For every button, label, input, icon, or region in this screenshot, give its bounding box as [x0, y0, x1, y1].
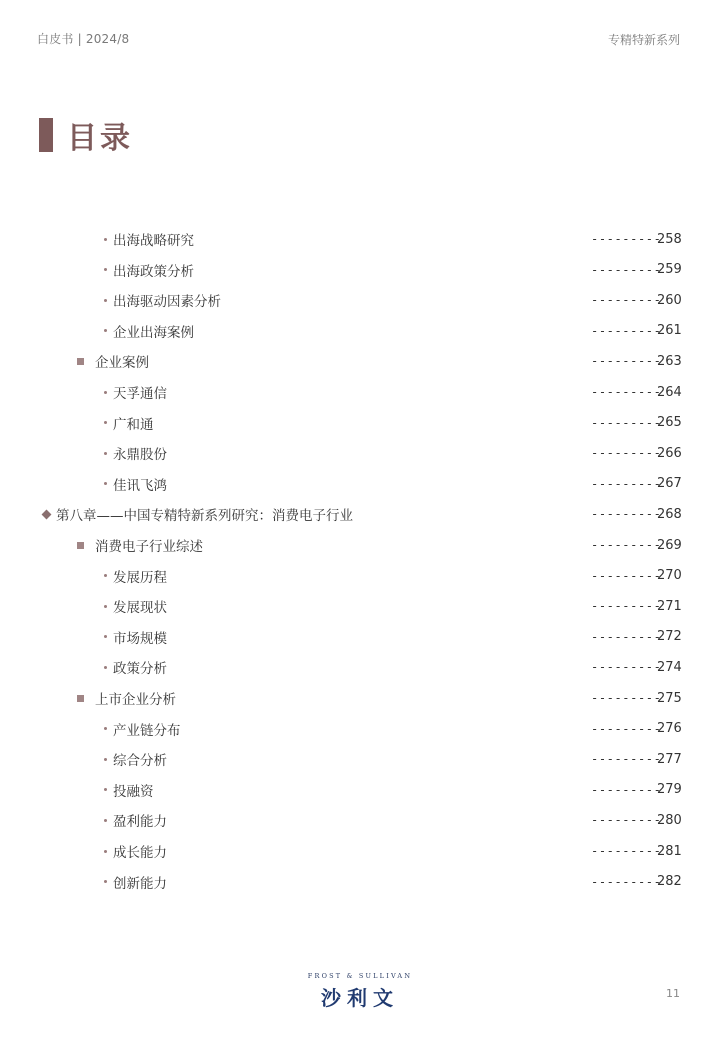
toc-entry[interactable] — [0, 805, 720, 835]
toc-entry-label-group — [104, 810, 167, 830]
toc-leader-dashes: --------- — [591, 232, 662, 246]
toc-entry-label: 出海战略研究 — [113, 233, 194, 249]
toc-entry[interactable] — [0, 469, 720, 499]
toc-entry-label-group — [104, 382, 167, 402]
toc-leader-dashes: --------- — [591, 691, 662, 705]
toc-entry-page: 271 — [657, 598, 682, 614]
toc-leader-dashes: --------- — [591, 262, 662, 277]
toc-entry-page: 258 — [657, 231, 682, 247]
page-number: 11 — [666, 987, 680, 1000]
toc-entry-label-group — [104, 566, 167, 586]
toc-entry-label-group — [40, 504, 353, 524]
toc-leader-dashes: --------- — [591, 721, 662, 736]
toc-entry-label: 消费电子行业综述 — [95, 539, 203, 555]
toc-leader-dashes: --------- — [591, 599, 662, 614]
toc-leader-dashes: --------- — [591, 874, 662, 889]
toc-leader-dashes: --------- — [591, 538, 662, 552]
toc-entry-label: 出海驱动因素分析 — [113, 294, 221, 311]
toc-entry-page: 265 — [657, 415, 682, 431]
toc-entry[interactable] — [0, 224, 720, 254]
toc-entry-page: 272 — [657, 629, 682, 645]
toc-entry-label: 永鼎股份 — [113, 447, 167, 464]
square-bullet-icon — [77, 358, 84, 365]
toc-entry[interactable] — [0, 836, 720, 866]
toc-leader-dashes: --------- — [591, 415, 662, 430]
toc-entry[interactable] — [0, 714, 720, 744]
dot-bullet-icon — [104, 452, 107, 455]
toc-entry-label-group — [104, 413, 154, 433]
title-accent-bar — [39, 118, 53, 152]
toc-entry-label-group — [104, 260, 194, 280]
toc-entry-label-group — [77, 351, 149, 371]
toc-entry-label-group — [104, 627, 167, 647]
toc-entry[interactable] — [0, 744, 720, 774]
dot-bullet-icon — [104, 758, 107, 761]
toc-entry-label-group — [104, 474, 167, 494]
toc-entry[interactable] — [0, 867, 720, 897]
toc-entry-label-group — [104, 229, 194, 249]
toc-entry-page: 259 — [657, 262, 682, 278]
toc-leader-dashes: --------- — [591, 568, 662, 583]
dot-bullet-icon — [104, 238, 107, 241]
toc-entry-label: 天孚通信 — [113, 386, 167, 402]
toc-entry-page: 266 — [657, 445, 682, 461]
header-right: 专精特新系列 — [607, 33, 680, 47]
dot-bullet-icon — [104, 727, 107, 730]
toc-entry-page: 261 — [657, 323, 682, 339]
toc-entry-label-group — [104, 872, 167, 892]
toc-entry-label-group — [104, 321, 194, 341]
toc-entry-label-group — [104, 719, 181, 739]
toc-entry-page: 277 — [657, 751, 682, 767]
toc-leader-dashes: --------- — [591, 813, 662, 828]
toc-entry-page: 269 — [657, 537, 682, 553]
toc-leader-dashes: --------- — [591, 782, 662, 797]
toc-entry-page: 282 — [657, 874, 682, 890]
toc-entry[interactable] — [0, 622, 720, 652]
toc-entry-label: 政策分析 — [113, 661, 167, 678]
toc-entry[interactable] — [0, 377, 720, 407]
toc-entry-label: 发展现状 — [113, 600, 167, 617]
dot-bullet-icon — [104, 819, 107, 822]
toc-entry[interactable] — [0, 683, 720, 713]
toc-leader-dashes: --------- — [591, 660, 662, 675]
toc-entry-label: 出海政策分析 — [113, 263, 194, 280]
toc-entry-label: 产业链分布 — [113, 722, 181, 739]
logo-english-text: FROST & SULLIVAN — [307, 972, 413, 980]
dot-bullet-icon — [104, 574, 107, 577]
square-bullet-icon — [77, 695, 84, 702]
toc-entry[interactable] — [0, 408, 720, 438]
toc-leader-dashes: --------- — [591, 629, 662, 644]
toc-leader-dashes: --------- — [591, 446, 662, 461]
toc-title-block — [39, 116, 133, 154]
toc-entry[interactable] — [0, 530, 720, 560]
toc-entry[interactable] — [0, 775, 720, 805]
dot-bullet-icon — [104, 788, 107, 791]
page-title: 目录 — [67, 121, 133, 156]
logo-chinese-text: 沙利文 — [321, 986, 399, 1010]
toc-entry-page: 264 — [657, 384, 682, 400]
toc-entry[interactable] — [0, 438, 720, 468]
toc-entry-label-group — [104, 749, 167, 769]
dot-bullet-icon — [104, 391, 107, 394]
toc-entry-label: 上市企业分析 — [95, 692, 176, 708]
toc-entry-page: 275 — [657, 690, 682, 706]
toc-leader-dashes: --------- — [591, 354, 662, 369]
dot-bullet-icon — [104, 635, 107, 638]
toc-entry-label: 企业案例 — [95, 355, 149, 372]
toc-entry-label: 第八章——中国专精特新系列研究：消费电子行业 — [56, 508, 353, 525]
toc-entry[interactable] — [0, 652, 720, 682]
toc-entry-label: 企业出海案例 — [113, 324, 194, 341]
toc-entry-page: 270 — [657, 568, 682, 584]
toc-entry-label-group — [77, 688, 176, 708]
toc-entry-label-group — [104, 290, 221, 310]
toc-leader-dashes: --------- — [591, 293, 662, 308]
dot-bullet-icon — [104, 268, 107, 271]
toc-entry-label: 综合分析 — [113, 753, 167, 770]
toc-entry-label: 投融资 — [113, 783, 154, 800]
toc-leader-dashes: --------- — [591, 323, 662, 338]
toc-entry-label-group — [104, 841, 167, 861]
toc-entry-page: 268 — [657, 506, 682, 522]
toc-leader-dashes: --------- — [591, 476, 662, 491]
dot-bullet-icon — [104, 421, 107, 424]
toc-entry-label-group — [104, 780, 154, 800]
toc-leader-dashes: --------- — [591, 507, 662, 522]
toc-entry-label-group — [104, 443, 167, 463]
dot-bullet-icon — [104, 329, 107, 332]
dot-bullet-icon — [104, 880, 107, 883]
dot-bullet-icon — [104, 666, 107, 669]
toc-entry-page: 260 — [657, 292, 682, 308]
dot-bullet-icon — [104, 299, 107, 302]
toc-leader-dashes: --------- — [591, 844, 662, 858]
toc-entry-label: 发展历程 — [113, 569, 167, 586]
toc-leader-dashes: --------- — [591, 752, 662, 767]
toc-entry-page: 267 — [657, 476, 682, 492]
toc-entry-page: 276 — [657, 721, 682, 737]
toc-entry-page: 281 — [657, 843, 682, 859]
dot-bullet-icon — [104, 850, 107, 853]
diamond-bullet-icon — [42, 509, 52, 519]
toc-leader-dashes: --------- — [591, 385, 662, 399]
toc-entry[interactable] — [0, 499, 720, 529]
toc-entry[interactable] — [0, 285, 720, 315]
toc-entry-label: 盈利能力 — [113, 814, 167, 831]
toc-entry-label-group — [104, 596, 167, 616]
toc-entry-page: 274 — [657, 659, 682, 675]
toc-entry-label: 佳讯飞鸿 — [113, 477, 167, 494]
toc-entry-label: 广和通 — [113, 416, 154, 433]
header-left: 白皮书 | 2024/8 — [37, 32, 130, 46]
toc-entry[interactable] — [0, 346, 720, 376]
toc-entry[interactable] — [0, 255, 720, 285]
dot-bullet-icon — [104, 482, 107, 485]
toc-entry-page: 280 — [657, 812, 682, 828]
dot-bullet-icon — [104, 605, 107, 608]
square-bullet-icon — [77, 542, 84, 549]
toc-entry-page: 279 — [657, 782, 682, 798]
frost-sullivan-logo — [0, 972, 720, 1011]
toc-entry-label-group — [77, 535, 203, 555]
toc-entry[interactable] — [0, 316, 720, 346]
toc-entry-label: 创新能力 — [113, 875, 167, 892]
toc-entry-label-group — [104, 657, 167, 677]
toc-entry[interactable] — [0, 561, 720, 591]
toc-entry-label: 成长能力 — [113, 845, 167, 861]
toc-entry-label: 市场规模 — [113, 630, 167, 647]
toc-entry-page: 263 — [657, 353, 682, 369]
toc-entry[interactable] — [0, 591, 720, 621]
